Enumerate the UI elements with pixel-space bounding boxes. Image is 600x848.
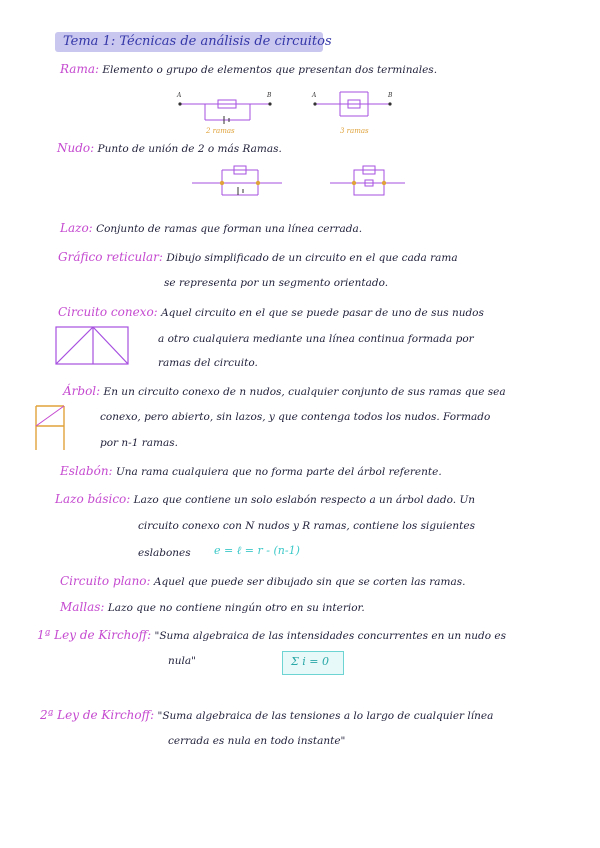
lazo-basico-line1: Lazo que contiene un solo eslabón respecto a un árbol dado. Un [133,494,476,506]
arbol-line3: por n-1 ramas. [100,437,178,449]
lazo-basico-line3: eslabones [138,547,191,559]
conexo-term: Circuito conexo: [58,305,158,319]
conexo-line1: Aquel circuito en el que se puede pasar de uno de sus nudos [161,307,484,319]
ley1-definition [37,628,506,643]
grafico-line2: se representa por un segmento orientado. [164,277,389,289]
eslabon-term: Eslabón: [60,464,113,478]
lazo-text: Conjunto de ramas que forman una línea cerrada. [96,223,363,235]
nudo-term: Nudo: [57,141,95,155]
ley1-line1: "Suma algebraica de las intensidades concurrentes en un nudo es [154,630,507,642]
lazo-term: Lazo: [60,221,93,235]
eslabones-formula: e = ℓ = r - (n-1) [214,544,300,557]
eslabon-definition [60,464,442,479]
node-b-2: B [388,92,393,99]
plano-term: Circuito plano: [60,574,151,588]
grafico-line1: Dibujo simplificado de un circuito en el que cada rama [166,252,458,264]
plano-text: Aquel que puede ser dibujado sin que se corten las ramas. [153,576,466,588]
rama-label-2: 2 ramas [206,127,235,135]
conexo-line3: ramas del circuito. [158,357,258,369]
conexo-line2: a otro cualquiera mediante una línea continua formada por [158,333,474,345]
node-a-2: A [312,92,317,99]
lazo-basico-definition [55,492,475,507]
ley2-term: 2ª Ley de Kirchoff: [40,708,155,722]
rama-label-3: 3 ramas [340,127,369,135]
kirchoff-current-formula: Σ i = 0 [291,655,330,668]
mallas-text: Lazo que no contiene ningún otro en su interior. [107,602,365,614]
page-title: Tema 1: Técnicas de análisis de circuitos [63,34,332,49]
ley2-line1: "Suma algebraica de las tensiones a lo largo de cualquier línea [157,710,494,722]
ley1-term: 1ª Ley de Kirchoff: [37,628,152,642]
nudo-text: Punto de unión de 2 o más Ramas. [97,143,282,155]
node-a-1: A [177,92,182,99]
arbol-line1: En un circuito conexo de n nudos, cualquier conjunto de sus ramas que sea [103,386,506,398]
node-b-1: B [267,92,272,99]
ley2-definition [40,708,493,723]
lazo-basico-line2: circuito conexo con N nudos y R ramas, contiene los siguientes [138,520,475,532]
rama-text: Elemento o grupo de elementos que presentan dos terminales. [102,64,438,76]
arbol-line2: conexo, pero abierto, sin lazos, y que contenga todos los nudos. Formado [100,411,491,423]
mallas-definition [60,600,365,615]
rama-term: Rama: [60,62,100,76]
eslabon-text: Una rama cualquiera que no forma parte del árbol referente. [115,466,442,478]
lazo-basico-term: Lazo básico: [55,492,131,506]
plano-definition [60,574,465,589]
kirchoff-current-box [282,651,344,675]
mallas-term: Mallas: [60,600,105,614]
ley1-line2: nula" [168,655,196,667]
arbol-term: Árbol: [63,384,101,398]
ley2-line2: cerrada es nula en todo instante" [168,735,346,747]
grafico-term: Gráfico reticular: [58,250,163,264]
